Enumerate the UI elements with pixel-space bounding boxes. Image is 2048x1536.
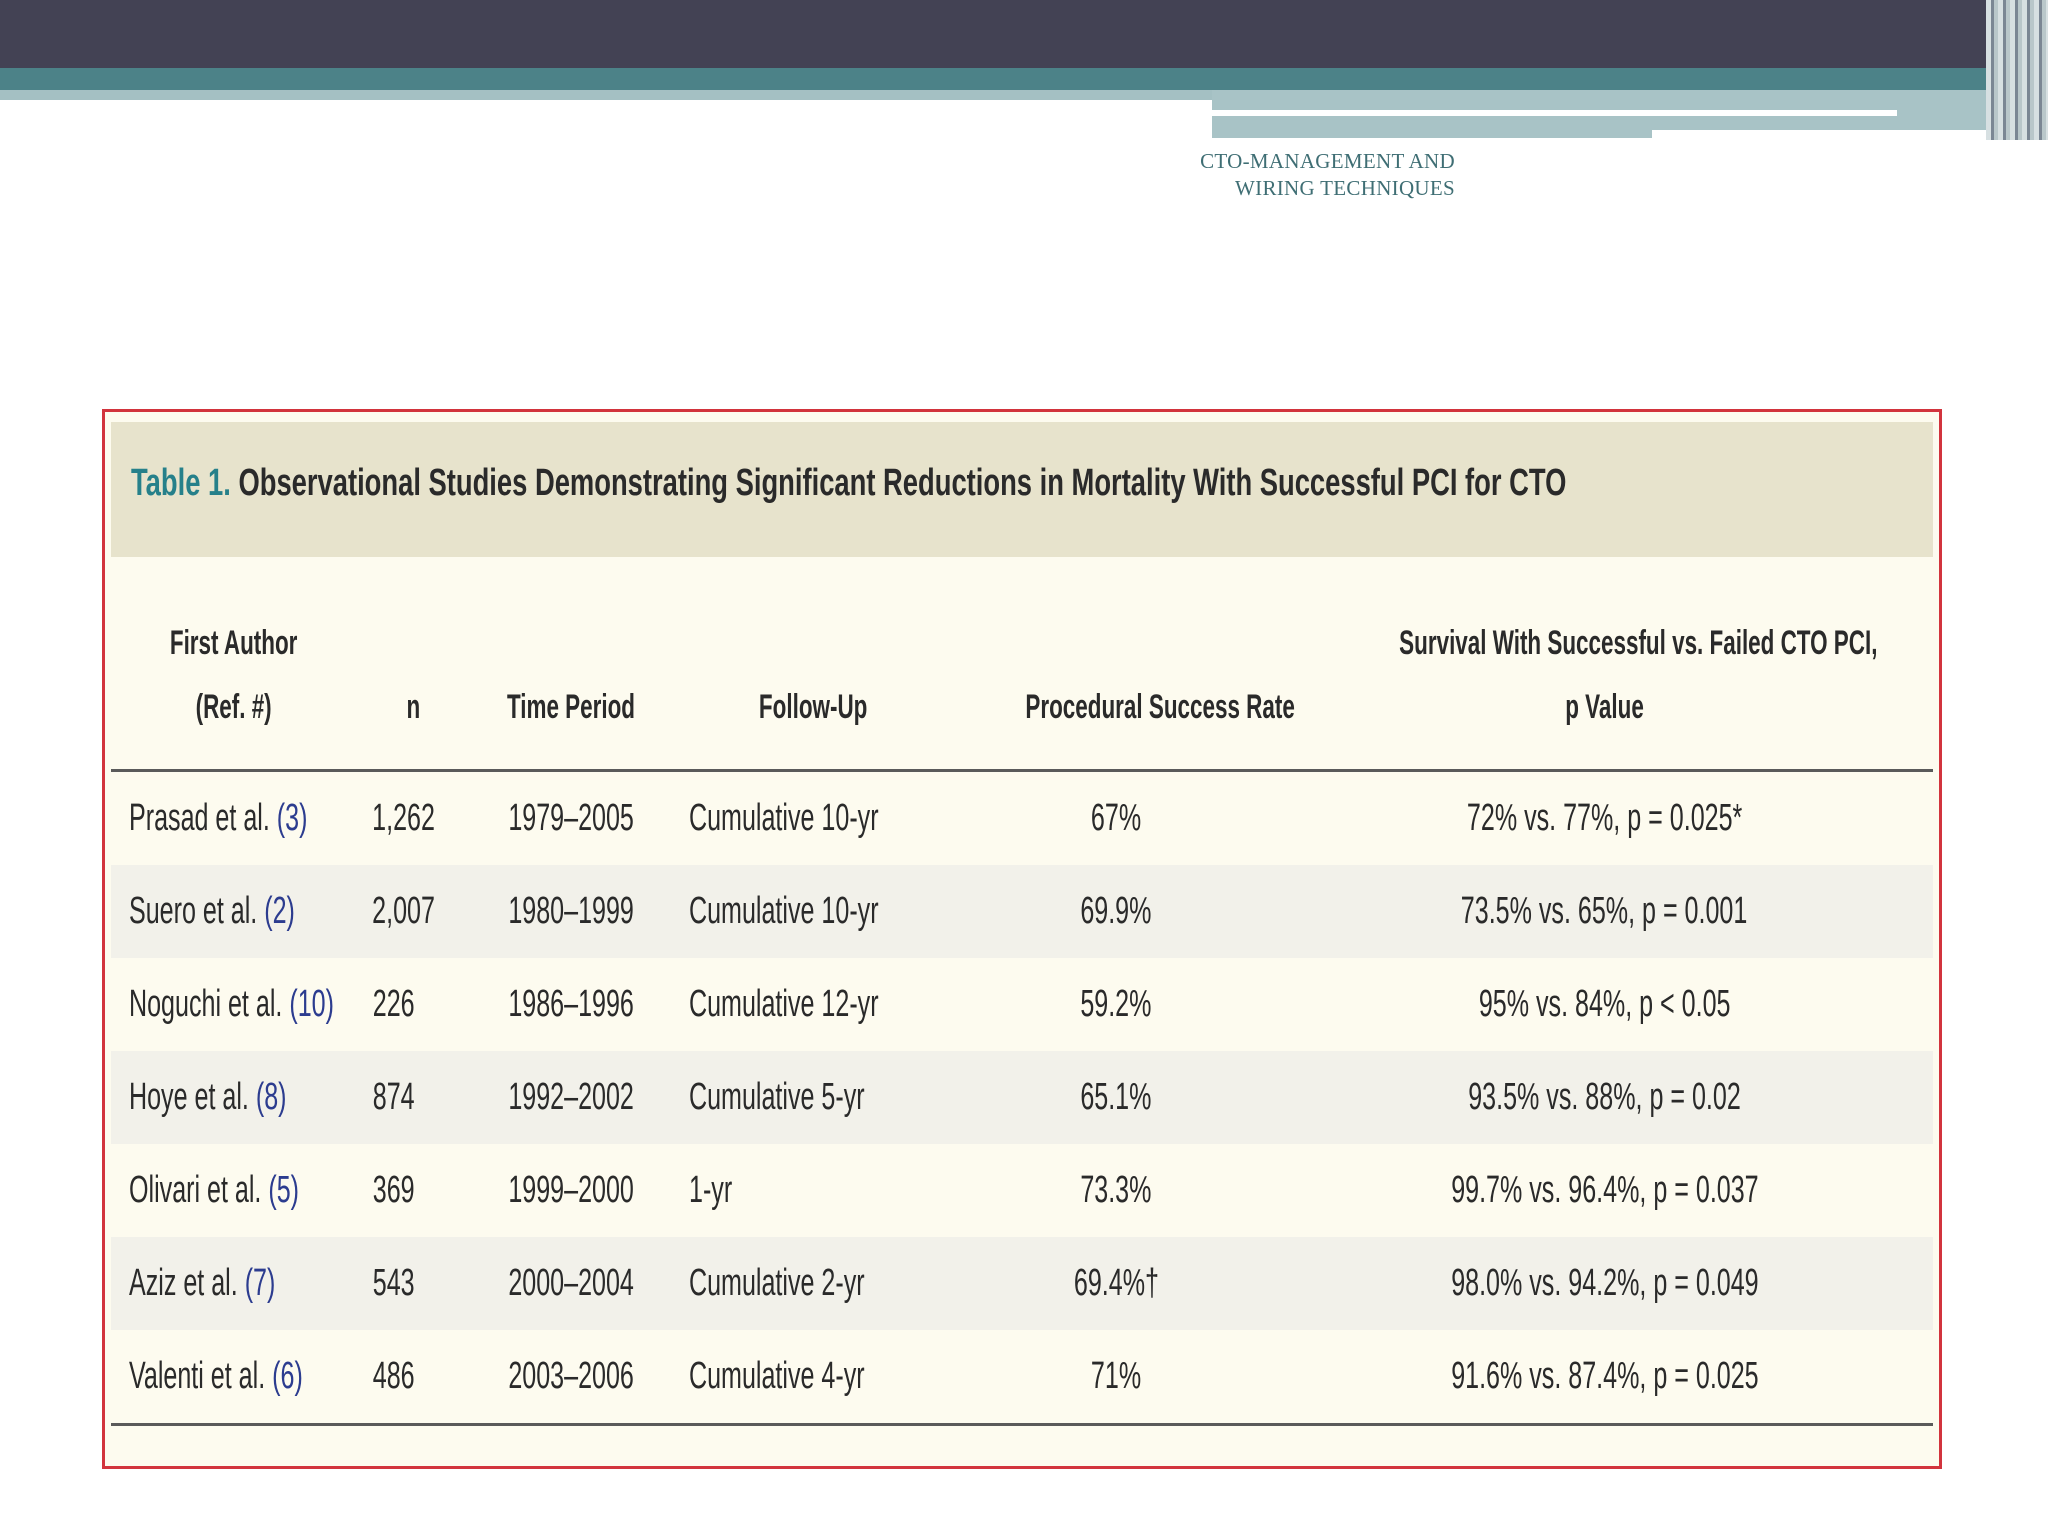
header-author: [111, 557, 356, 771]
cell-survival-value: 95% vs. 84%, p < 0.05: [1478, 983, 1731, 1025]
cell-survival: [1276, 1237, 1933, 1330]
author-ref: (7): [244, 1262, 276, 1304]
cell-author: [111, 865, 356, 958]
cell-n: [356, 771, 471, 866]
table-row: [111, 958, 1933, 1051]
header-band-light-left: [0, 90, 1212, 100]
cell-rate-value: 73.3%: [1080, 1169, 1152, 1211]
header-band-mid: [1212, 120, 1652, 138]
cell-rate: [956, 1237, 1276, 1330]
cell-rate-value: 67%: [1090, 797, 1142, 839]
cell-n: [356, 1237, 471, 1330]
cell-period-value: 1999–2000: [508, 1169, 634, 1211]
cell-n-value: 543: [372, 1262, 415, 1304]
cell-followup: [671, 1237, 956, 1330]
header-follow-up-label: Follow-Up: [759, 688, 868, 726]
cell-followup-value: Cumulative 2-yr: [689, 1262, 865, 1304]
cell-rate: [956, 1051, 1276, 1144]
cell-n: [356, 1144, 471, 1237]
author-ref: (10): [289, 983, 334, 1025]
cell-followup: [671, 865, 956, 958]
table-figure: [102, 409, 1942, 1469]
cell-survival: [1276, 1330, 1933, 1425]
header-stripes: [1986, 0, 2048, 140]
cell-n-value: 2,007: [372, 890, 435, 932]
cell-followup: [671, 1051, 956, 1144]
cell-period-value: 1992–2002: [508, 1076, 634, 1118]
cell-survival-value: 91.6% vs. 87.4%, p = 0.025: [1450, 1355, 1759, 1397]
cell-period: [471, 771, 671, 866]
header-follow-up: [671, 557, 956, 771]
cell-rate-value: 65.1%: [1080, 1076, 1152, 1118]
table-row: [111, 865, 1933, 958]
header-survival-line1: Survival With Successful vs. Failed CTO PCI,: [1399, 624, 1878, 662]
cell-n: [356, 865, 471, 958]
cell-survival: [1276, 865, 1933, 958]
author-ref: (6): [272, 1355, 303, 1397]
slide-title: CTO-MANAGEMENT AND WIRING TECHNIQUES: [1200, 149, 1455, 200]
cell-period: [471, 1051, 671, 1144]
cell-rate-value: 59.2%: [1080, 983, 1152, 1025]
cell-followup-value: Cumulative 10-yr: [689, 890, 879, 932]
cell-period-value: 2003–2006: [508, 1355, 634, 1397]
author-ref: (3): [276, 797, 308, 839]
table-row: [111, 1051, 1933, 1144]
cell-period-value: 1979–2005: [508, 797, 634, 839]
cell-period: [471, 865, 671, 958]
table-row: [111, 1330, 1933, 1425]
header-accent-line-2: [1652, 130, 2012, 138]
header-n-label: n: [406, 688, 421, 726]
header-survival: [1276, 557, 1933, 771]
author-name: Valenti et al.: [129, 1355, 266, 1397]
table-header-row: [111, 557, 1933, 771]
cell-period-value: 1980–1999: [508, 890, 634, 932]
cell-rate: [956, 958, 1276, 1051]
cell-author: [111, 1144, 356, 1237]
cell-n-value: 226: [372, 983, 415, 1025]
cell-survival: [1276, 771, 1933, 866]
cell-survival-value: 73.5% vs. 65%, p = 0.001: [1461, 890, 1748, 932]
header-accent-line: [1212, 110, 1897, 116]
cell-n: [356, 958, 471, 1051]
cell-author: [111, 958, 356, 1051]
header-band-dark: [0, 0, 2048, 68]
cell-author: [111, 771, 356, 866]
studies-table: [111, 557, 1933, 1426]
cell-survival: [1276, 958, 1933, 1051]
table-caption-label: Table 1.: [131, 462, 231, 504]
cell-n: [356, 1330, 471, 1425]
header-success-rate-label: Procedural Success Rate: [1025, 688, 1295, 726]
cell-author: [111, 1237, 356, 1330]
cell-survival: [1276, 1144, 1933, 1237]
header-success-rate: [956, 557, 1295, 771]
table-caption-bar: [111, 422, 1933, 557]
cell-rate: [956, 1330, 1276, 1425]
header-survival-line2: p Value: [1565, 688, 1644, 726]
cell-rate: [956, 1144, 1276, 1237]
author-ref: (8): [255, 1076, 287, 1118]
cell-period: [471, 1237, 671, 1330]
header-time-period-label: Time Period: [506, 688, 636, 726]
cell-survival-value: 99.7% vs. 96.4%, p = 0.037: [1450, 1169, 1759, 1211]
author-name: Olivari et al.: [129, 1169, 262, 1211]
cell-rate-value: 71%: [1090, 1355, 1142, 1397]
cell-survival-value: 72% vs. 77%, p = 0.025*: [1466, 797, 1743, 839]
author-name: Suero et al.: [129, 890, 258, 932]
author-name: Prasad et al.: [129, 797, 270, 839]
cell-rate: [956, 771, 1276, 866]
author-name: Aziz et al.: [129, 1262, 238, 1304]
cell-followup: [671, 958, 956, 1051]
author-name: Noguchi et al.: [129, 983, 283, 1025]
cell-followup: [671, 1144, 956, 1237]
cell-n-value: 486: [372, 1355, 415, 1397]
cell-rate-value: 69.4%†: [1073, 1262, 1159, 1304]
cell-author: [111, 1051, 356, 1144]
cell-survival: [1276, 1051, 1933, 1144]
table-caption: [131, 462, 1566, 505]
cell-followup-value: Cumulative 12-yr: [689, 983, 879, 1025]
author-ref: (2): [264, 890, 295, 932]
table-row: [111, 1237, 1933, 1330]
cell-period: [471, 1330, 671, 1425]
cell-author: [111, 1330, 356, 1425]
cell-n-value: 1,262: [372, 797, 435, 839]
header-band-teal: [0, 68, 2048, 90]
author-ref: (5): [268, 1169, 300, 1211]
header-author-line2: (Ref. #): [195, 688, 272, 726]
table-row: [111, 1144, 1933, 1237]
cell-n: [356, 1051, 471, 1144]
header-time-period: [471, 557, 671, 771]
table-caption-text: Observational Studies Demonstrating Significant Reductions in Mortality With Successful PCI for CTO: [238, 462, 1567, 504]
header-author-line1: First Author: [169, 624, 298, 662]
cell-period: [471, 958, 671, 1051]
cell-period: [471, 1144, 671, 1237]
cell-rate: [956, 865, 1276, 958]
cell-rate-value: 69.9%: [1080, 890, 1152, 932]
cell-followup: [671, 1330, 956, 1425]
author-name: Hoye et al.: [129, 1076, 249, 1118]
cell-period-value: 1986–1996: [508, 983, 634, 1025]
cell-followup-value: 1-yr: [689, 1169, 733, 1211]
cell-survival-value: 93.5% vs. 88%, p = 0.02: [1468, 1076, 1741, 1118]
cell-period-value: 2000–2004: [508, 1262, 634, 1304]
cell-followup-value: Cumulative 5-yr: [689, 1076, 865, 1118]
cell-followup-value: Cumulative 4-yr: [689, 1355, 865, 1397]
table-body: [111, 771, 1933, 1425]
cell-followup-value: Cumulative 10-yr: [689, 797, 879, 839]
table-row: [111, 771, 1933, 866]
header-n: [356, 557, 471, 771]
cell-followup: [671, 771, 956, 866]
cell-survival-value: 98.0% vs. 94.2%, p = 0.049: [1450, 1262, 1759, 1304]
cell-n-value: 874: [372, 1076, 415, 1118]
cell-n-value: 369: [372, 1169, 415, 1211]
